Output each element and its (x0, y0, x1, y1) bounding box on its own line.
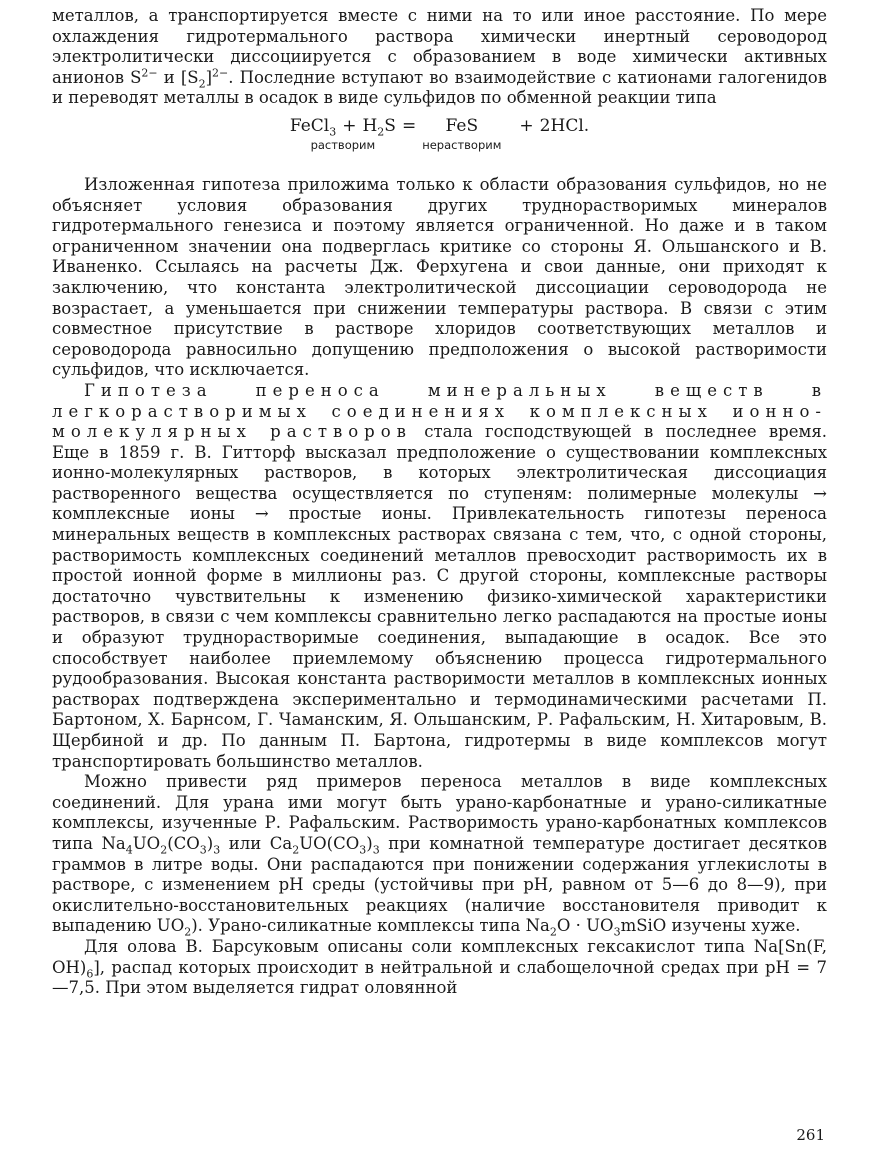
reaction-formula (52, 115, 827, 169)
paragraph-3: Гипотеза переноса минеральных веществ в легкорастворимых соединениях комплексных ионно-молекулярных растворов стала господствующей в последнее время. Еще в 1859 г. В. Гитторф высказал предположение о существовании комплексных ионно-молекулярных растворов, в которых электролитическая диссоциация растворенного вещества осуществляется по ступеням: полимерные молекулы → комплексные ионы → простые ионы. Привлекательность гипотезы переноса минеральных веществ в комплексных растворах связана с тем, что, с одной стороны, растворимость комплексных соединений металлов превосходит растворимость их в простой ионной форме в миллионы раз. С другой стороны, комплексные растворы достаточно чувствительны к изменению физико-химической характеристики растворов, в связи с чем комплексы сравнительно легко распадаются на простые ионы и образуют труднорастворимые соединения, выпадающие в осадок. Все это способствует наиболее приемлемому объяснению процесса гидротермального рудообразования. Высокая константа растворимости металлов в комплексных ионных растворах подтверждена экспериментально и термодинамическими расчетами П. Бартоном, X. Барнсом, Г. Чаманским, Я. Ольшанским, Р. Рафальским, Н. Хитаровым, В. Щербиной и др. По данным П. Бартона, гидротермы в виде комплексов могут транспортировать большинство металлов. (52, 380, 827, 771)
page-number: 261 (796, 1126, 825, 1144)
paragraph-4: Можно привести ряд примеров переноса металлов в виде комплексных соединений. Для урана ими могут быть урано-карбонатные и урано-силикатные комплексы, изученные Р. Рафальским. Растворимость урано-карбонатных комплексов типа $Na_4UO_2(CO_3)_3$ или $Ca_2UO(CO_3)_3$ при комнатной температуре достигает десятков граммов в литре воды. Они распадаются при понижении содержания углекислоты в растворе, с изменением pH среды (устойчивы при pH, равном от 5—6 до 8—9), при окислительно-восстановительных реакциях (наличие восстановителя приводит к выпадению $UO_2$). Урано-силикатные комплексы типа $Na_2O$ · $UO_3mSiO$ изучены хуже. (52, 772, 827, 939)
paragraph-2: Изложенная гипотеза приложима только к области образования сульфидов, но не объясняет условия образования других труднорастворимых минералов гидротермального генезиса и поэтому является ограниченной. Но даже и в таком ограниченном значении она подверглась критике со стороны Я. Ольшанского и В. Иваненко. Ссылаясь на расчеты Дж. Ферхугена и свои данные, они приходят к заключению, что константа электролитической диссоциации сероводорода не возрастает, а уменьшается при снижении температуры раствора. В связи с этим совместное присутствие в растворе хлоридов соответствующих металлов и сероводорода равносильно допущению предположения о высокой растворимости сульфидов, что исключается. (52, 174, 827, 380)
label-soluble: растворим (310, 137, 376, 152)
paragraph-1: металлов, а транспортируется вместе с ними на то или иное расстояние. По мере охлаждения гидротермального раствора химически инертный сероводород электролитически диссоциируется с образованием в воде химически активных анионов $S^{2-}$ и $[S_2]^{2-}$. Последние вступают во взаимодействие с катионами галогенидов и переводят металлы в осадок в виде сульфидов по обменной реакции типа (52, 6, 827, 108)
label-insoluble: нерастворим (422, 137, 502, 152)
plus-sign: + (519, 115, 534, 136)
paragraph-5: Для олова В. Барсуковым описаны соли комплексных гексакислот типа Na[Sn(F, $OH)_6$], распад которых происходит в нейтральной и слабощелочной средах при pH = 7—7,5. При этом выделяется гидрат оловянной (52, 936, 827, 998)
reactant-fecl3-h2s: FeCl$_3$ + $H_2S$ растворим (289, 115, 396, 152)
equals-sign: = (401, 115, 417, 136)
product-hcl: 2HCl. (539, 115, 590, 136)
product-fes: FeS нерастворим (422, 115, 502, 152)
spaced-emphasis: Гипотеза переноса минеральных веществ в легкорастворимых соединениях комплексных ионно-молекулярных растворов (52, 380, 827, 442)
